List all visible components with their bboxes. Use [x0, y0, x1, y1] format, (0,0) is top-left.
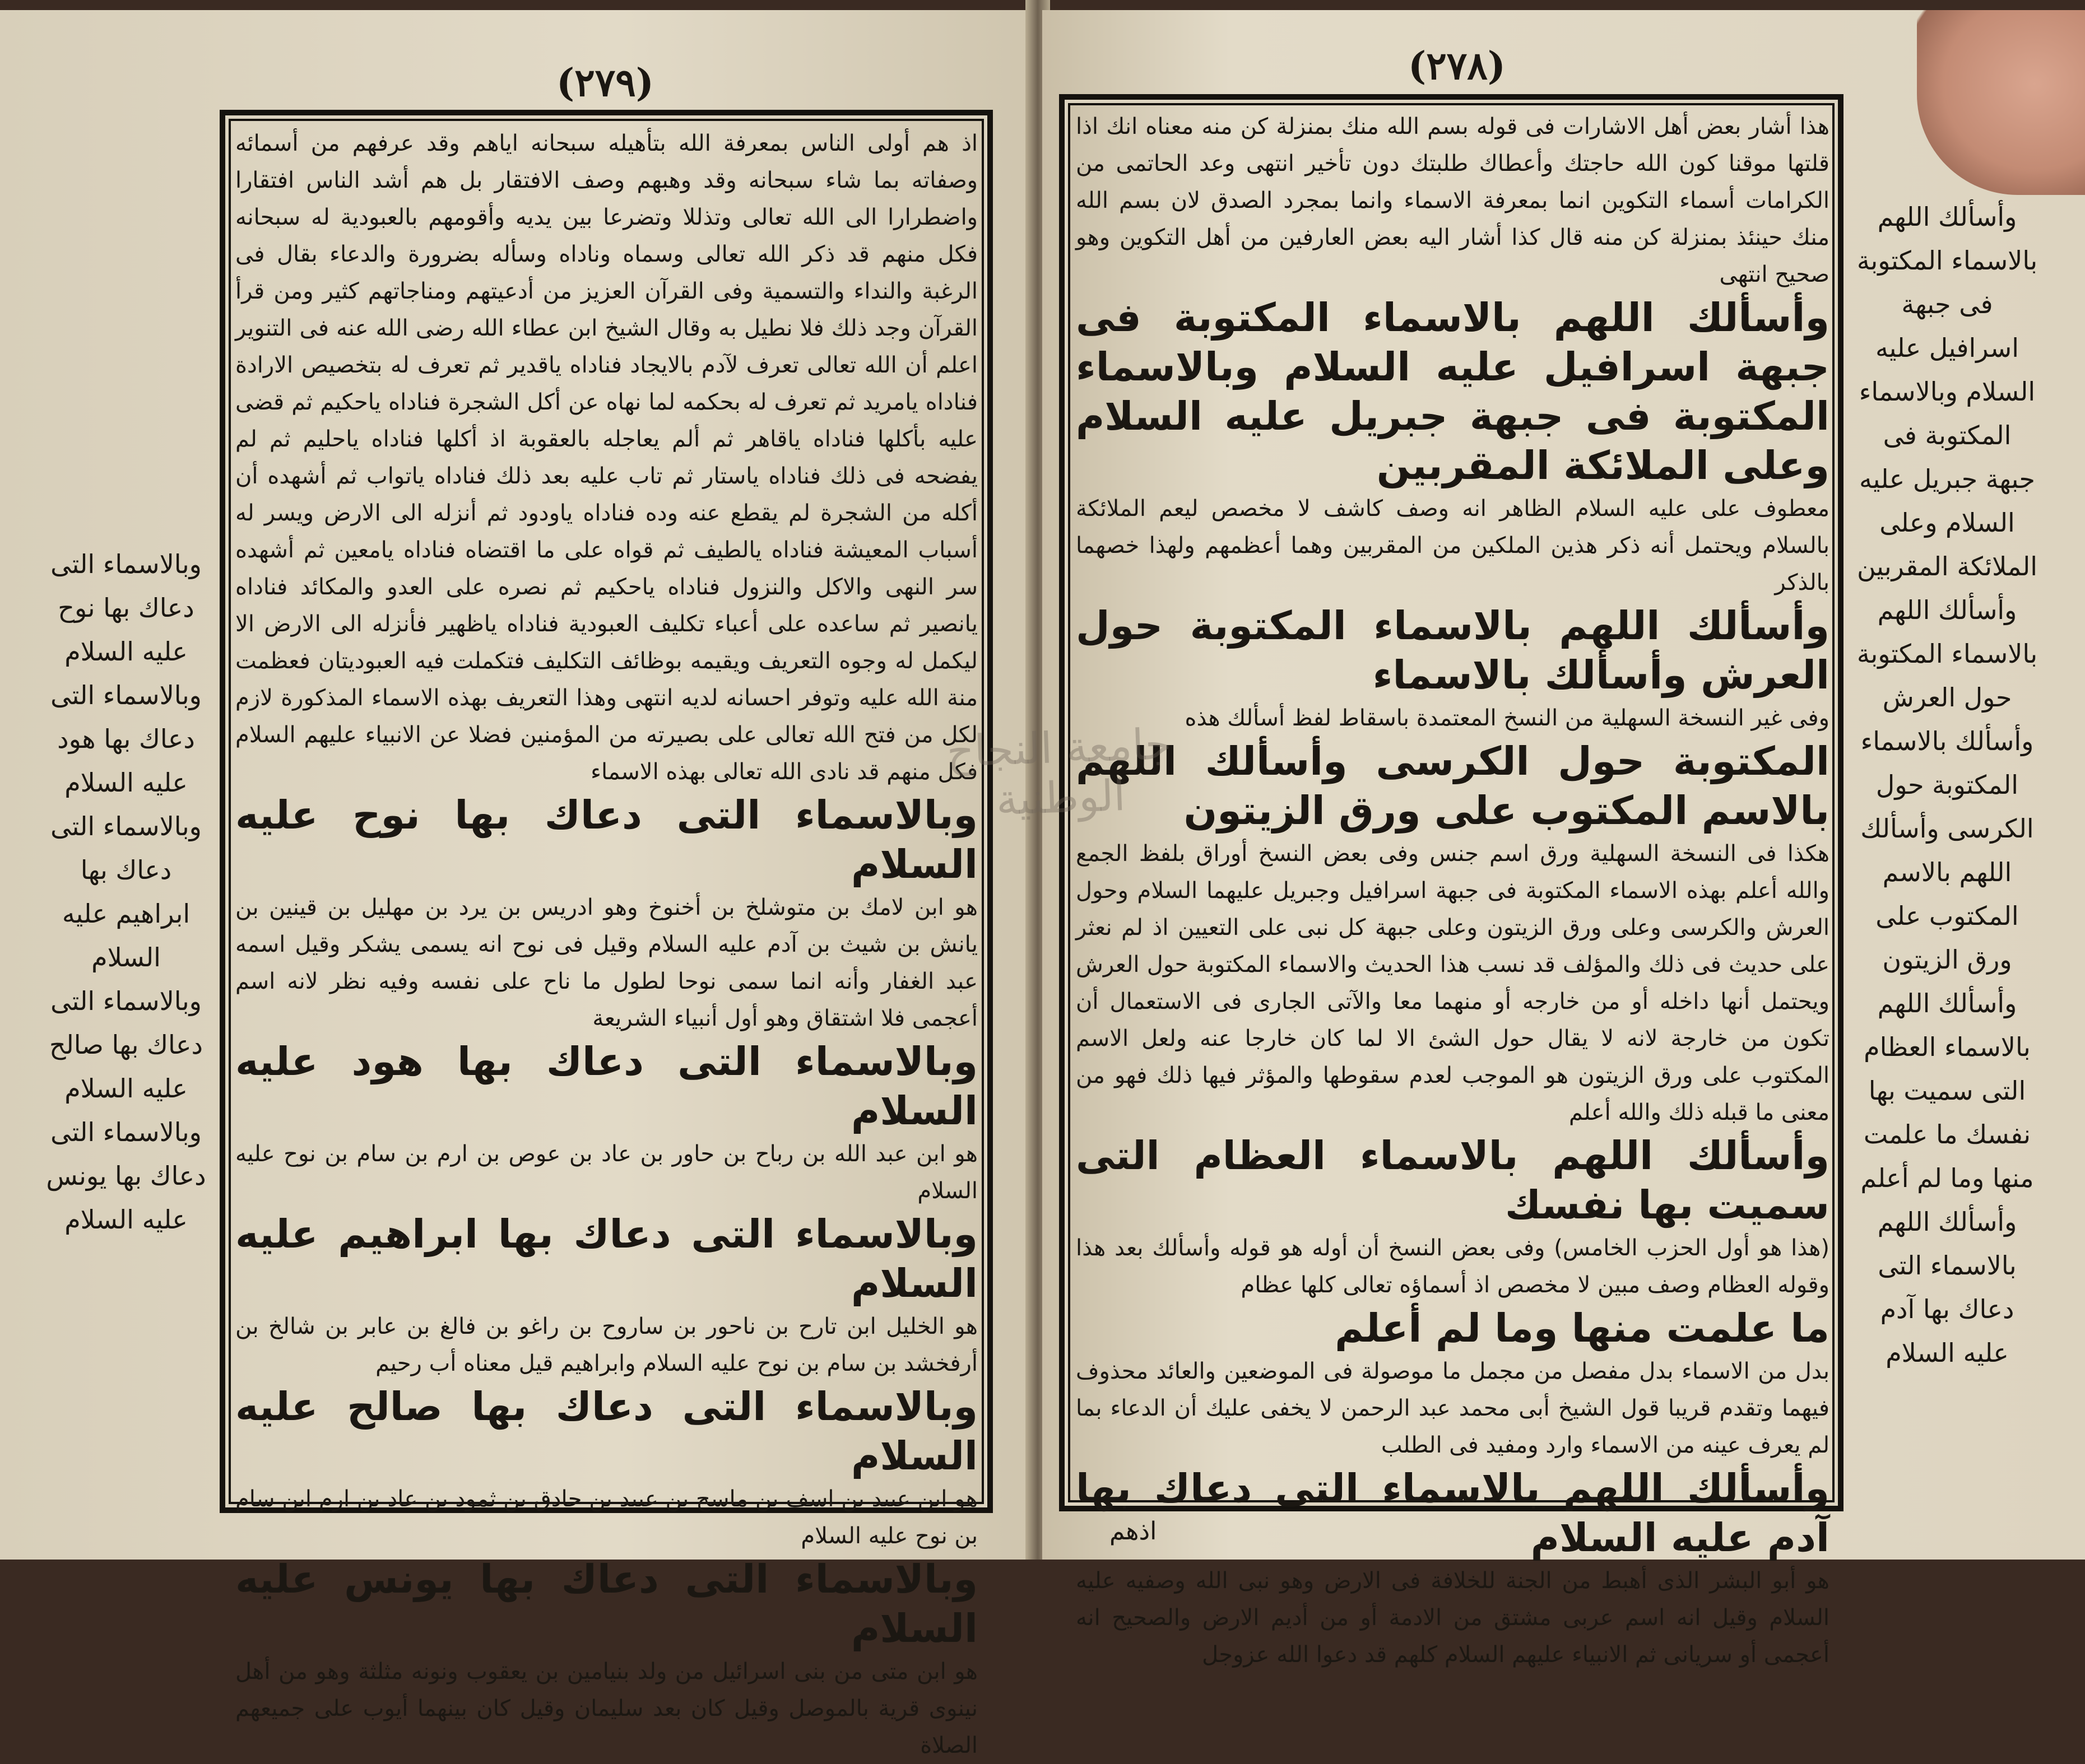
matn-line: وأسألك اللهم بالاسماء المكتوبة فى جبهة اسرافيل عليه السلام وبالاسماء المكتوبة فى جبهة جبريل عليه السلام وعلى الملائكة المقربين	[1076, 295, 1829, 488]
paragraph: هو ابن عبيد بن اسف بن ماسح بن عبيد بن حادق بن ثمود بن عاد بن ارم ابن سام بن نوح عليه السلام	[235, 1486, 978, 1549]
matn-line: وبالاسماء التى دعاك بها صالح عليه السلام	[235, 1384, 978, 1479]
matn-line: وأسألك اللهم بالاسماء التى دعاك بها آدم عليه السلام	[1076, 1465, 1829, 1561]
matn-line: وبالاسماء التى دعاك بها هود عليه السلام	[235, 1039, 978, 1134]
margin-note-right: وأسألك اللهم بالاسماء المكتوبة فى جبهة اسرافيل عليه السلام وبالاسماء المكتوبة فى جبهة جبريل عليه السلام وعلى الملائكة المقربين وأسألك اللهم بالاسماء المكتوبة حول العرش وأسألك بالاسماء المكتوبة حول الكرسى وأسألك اللهم بالاسم المكتوب على ورق الزيتون وأسألك اللهم بالاسماء العظام التى سميت بها نفسك ما علمت منها وما لم أعلم وأسألك اللهم بالاسماء التى دعاك بها آدم عليه السلام	[1856, 202, 2038, 1368]
matn-line: وأسألك اللهم بالاسماء المكتوبة حول العرش وأسألك بالاسماء	[1076, 603, 1829, 698]
matn-line: وبالاسماء التى دعاك بها يونس عليه السلام	[235, 1556, 978, 1651]
matn-line: المكتوبة حول الكرسى وأسألك اللهم بالاسم المكتوب على ورق الزيتون	[1076, 738, 1829, 834]
paragraph: هو الخليل ابن تارح بن ناحور بن ساروح بن راغو بن فالغ بن عابر بن شالخ بن أرفخشد بن سام بن نوح عليه السلام وابراهيم قيل معناه أب رحيم	[235, 1314, 978, 1376]
paragraph: هو ابن متى من بنى اسرائيل من ولد بنيامين بن يعقوب ونونه مثلثة وهو من أهل نينوى قرية بالموصل وقيل كان بعد سليمان وقيل كان بينهما أيوب على جميعهم الصلاة	[235, 1659, 978, 1758]
page-number-right: (٢٧٨)	[1408, 44, 1506, 89]
paragraph: هو أبو البشر الذى أهبط من الجنة للخلافة فى الارض وهو نبى الله وصفيه عليه السلام وقيل انه اسم عربى مشتق من الادمة أو من أديم الارض والصحيح انه أعجمى أو سريانى ثم الانبياء عليهم السلام كلهم قد دعوا الله عزوجل	[1076, 1568, 1829, 1668]
paragraph: هذا أشار بعض أهل الاشارات فى قوله بسم الله منك بمنزلة كن منه معناه انك اذا قلتها موقنا كون الله حاجتك وأعطاك طلبتك دون تأخير انتهى وعد الحاتمى من الكرامات أسماء التكوين انما بمعرفة الاسماء وانما بمجرد الصدق لان بسم الله منك حينئذ بمنزلة كن منه قال كذا أشار اليه بعض العارفين من أهل التكوين وهو صحيح انتهى	[1076, 114, 1829, 287]
library-watermark: جامعة النجاح الوطنية	[946, 719, 1172, 825]
thumb	[1917, 10, 2085, 195]
paragraph: (هذا هو أول الحزب الخامس) وفى بعض النسخ أن أوله هو قوله وأسألك بعد هذا وقوله العظام وصف مبين لا مخصص اذ أسماؤه تعالى كلها عظام	[1076, 1235, 1829, 1298]
paragraph: معطوف على عليه السلام الظاهر انه وصف كاشف لا مخصص ليعم الملائكة بالسلام ويحتمل أنه ذكر هذين الملكين من المقربين وهما أعظمهم ولهذا خصهما بالذكر	[1076, 496, 1829, 595]
matn-line: ما علمت منها وما لم أعلم	[1335, 1305, 1829, 1351]
paragraph: اذ هم أولى الناس بمعرفة الله بتأهيله سبحانه اياهم وقد عرفهم من أسمائه وصفاته بما شاء سبحانه وقد وهبهم وصف الافتقار بل هم أشد الناس افتقارا واضطرارا الى الله تعالى وتذللا وتضرعا بين يديه وأقومهم بالعبودية له سبحانه فكل منهم قد ذكر الله تعالى وسماه وناداه وسأله بضرورة والدعاء بقال فى الرغبة والنداء والتسمية وفى القرآن العزيز من أدعيتهم ومناجاتهم كثير ومن قرأ القرآن وجد ذلك فلا نطيل به وقال الشيخ ابن عطاء الله رضى الله عنه فى التنوير اعلم أن الله تعالى تعرف لآدم بالايجاد فناداه ياقدير ثم تعرف له بتخصيص الارادة فناداه يامريد ثم تعرف له بحكمه لما نهاه عن أكل الشجرة فناداه ياحكيم ثم قضى عليه بأكلها فناداه ياقاهر ثم ألم يعاجله بالعقوبة اذ أكلها فناداه ياحليم ثم لم يفضحه فى ذلك فناداه ياستار ثم تاب عليه بعد ذلك فناداه ياتواب ثم أشهده أن أكله من الشجرة لم يقطع عنه وده فناداه ياودود ثم أنزله الى الارض ويسر له أسباب المعيشة فناداه يالطيف ثم قواه على ما اقتضاه فناداه يامعين ثم أشهده سر النهى والاكل والنزول فناداه ياحكيم ثم نصره على العدو والمكائد فناداه يانصير ثم ساعده على أعباء تكليف العبودية فناداه ياظهير فأنزله الى الارض الا ليكمل له وجوه التعريف ويقيمه بوظائف التكليف فتكملت فيه العبوديتان فعظمت منة الله عليه وتوفر احسانه لديه انتهى وهذا التعريف بهذه الاسماء المذكورة لازم لكل من فتح الله تعالى على بصيرته من المؤمنين فضلا عن الانبياء عليهم السلام فكل منهم قد نادى الله تعالى بهذه الاسماء	[235, 131, 978, 785]
paragraph: وفى غير النسخة السهلية من النسخ المعتمدة باسقاط لفظ أسألك هذه	[1185, 705, 1829, 731]
paragraph: بدل من الاسماء بدل مفصل من مجمل ما موصولة فى الموضعين والعائد محذوف فيهما وتقدم قريبا قول الشيخ أبى محمد عبد الرحمن لا يخفى عليك أن الدعاء بما لم يعرف عينه من الاسماء وارد ومفيد فى الطلب	[1076, 1358, 1829, 1458]
matn-line: وبالاسماء التى دعاك بها نوح عليه السلام	[235, 792, 978, 887]
matn-line: وأسألك اللهم بالاسماء العظام التى سميت بها نفسك	[1076, 1133, 1829, 1228]
main-text-left	[235, 125, 978, 1758]
margin-note-left: وبالاسماء التى دعاك بها نوح عليه السلام وبالاسماء التى دعاك بها هود عليه السلام وبالاسماء التى دعاك بها ابراهيم عليه السلام وبالاسماء التى دعاك بها صالح عليه السلام وبالاسماء التى دعاك بها يونس عليه السلام	[46, 549, 206, 1235]
left-page	[0, 10, 1034, 1758]
right-page	[1042, 10, 2085, 1668]
paragraph: هكذا فى النسخة السهلية ورق اسم جنس وفى بعض النسخ أوراق بلفظ الجمع والله أعلم بهذه الاسماء المكتوبة فى جبهة اسرافيل وجبريل عليهما السلام وحول العرش والكرسى وعلى ورق الزيتون وعلى جبهة كل نبى على التعيين اذ لم نعثر على حديث فى ذلك والمؤلف قد نسب هذا الحديث والاسماء المكتوبة حول العرش ويحتمل أنها داخله أو من خارجه أو منهما معا والآتى الجارى فى الاستعمال أن تكون من خارجة لانه لا يقال حول الشئ الا لما كان خارجا عنه ولعل الاسم المكتوب على ورق الزيتون هو الموجب لعدم سقوطها والمؤثر فيها ذلك فهو من معنى ما قبله ذلك والله أعلم	[1076, 841, 1829, 1125]
paragraph: هو ابن لامك بن متوشلخ بن أخنوخ وهو ادريس بن يرد بن مهليل بن قينين بن يانش بن شيث بن آدم عليه السلام وقيل فى نوح انه يسمى يشكر وقيل اسمه عبد الغفار وأنه انما سمى نوحا لطول ما ناح على نفسه وفيه نظر لانه اسم أعجمى فلا اشتقاق وهو أول أنبياء الشريعة	[235, 895, 978, 1031]
matn-line: وبالاسماء التى دعاك بها ابراهيم عليه السلام	[235, 1211, 978, 1306]
catchword: اذهم	[1109, 1517, 1157, 1546]
paragraph: هو ابن عبد الله بن رباح بن حاور بن عاد بن عوص بن ارم بن سام بن نوح عليه السلام	[235, 1141, 978, 1204]
page-number-left: (٢٧٩)	[556, 60, 654, 105]
